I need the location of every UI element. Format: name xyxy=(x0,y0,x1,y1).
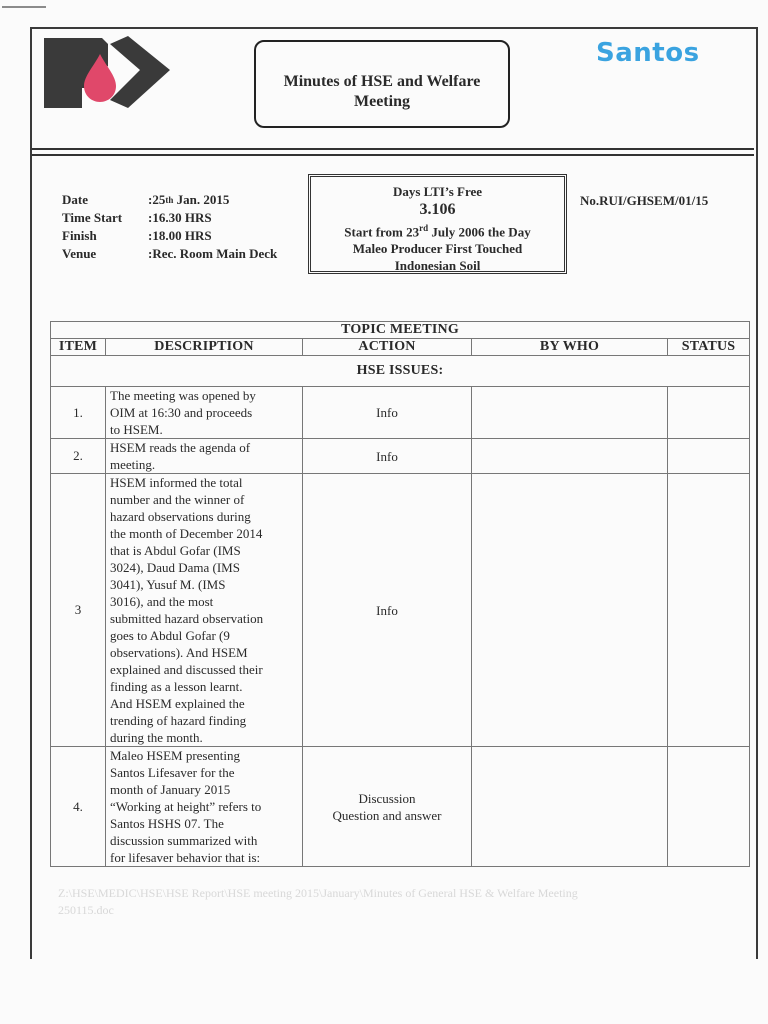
description-line: number and the winner of xyxy=(110,492,245,507)
col-header-action: ACTION xyxy=(303,339,472,356)
item-by-who xyxy=(472,474,668,747)
lti-start-post: July 2006 the Day xyxy=(428,224,531,240)
finish-label: Finish xyxy=(62,228,97,243)
scan-corner-mark xyxy=(2,6,46,8)
table-row xyxy=(51,387,750,439)
meeting-info xyxy=(62,191,277,263)
description-line: hazard observations during xyxy=(110,509,251,524)
lti-start-suffix: rd xyxy=(419,223,429,233)
col-header-by-who: BY WHO xyxy=(472,339,668,356)
section-row xyxy=(51,356,750,387)
col-header-item: ITEM xyxy=(51,339,106,356)
item-number: 1. xyxy=(51,387,106,439)
item-number: 3 xyxy=(51,474,106,747)
lti-count: 3.106 xyxy=(419,201,456,218)
finish-value: 18.00 HRS xyxy=(152,228,212,243)
table-row xyxy=(51,747,750,867)
description-line: Santos HSHS 07. The xyxy=(110,816,224,831)
time-start-label: Time Start xyxy=(62,210,123,225)
description-line: 3024), Daud Dama (IMS xyxy=(110,560,240,575)
item-action: Info xyxy=(303,387,472,439)
description-line: during the month. xyxy=(110,730,203,745)
item-description xyxy=(106,387,303,439)
description-line: to HSEM. xyxy=(110,422,163,437)
document-title-line1: Minutes of HSE and Welfare xyxy=(283,73,481,90)
item-number: 4. xyxy=(51,747,106,867)
table-row xyxy=(51,439,750,474)
topic-header-row xyxy=(51,322,750,339)
lti-start-pre: Start from 23 xyxy=(344,224,420,240)
description-line: goes to Abdul Gofar (9 xyxy=(110,628,230,643)
description-line: And HSEM explained the xyxy=(110,696,245,711)
description-line: submitted hazard observation xyxy=(110,611,264,626)
item-action: Info xyxy=(303,474,472,747)
time-start-row xyxy=(62,209,277,227)
description-line: explained and discussed their xyxy=(110,662,263,677)
file-path-line1: Z:\HSE\MEDIC\HSE\HSE Report\HSE meeting 2015\January\Minutes of General HSE & Welfare Meeting xyxy=(58,886,578,900)
description-line: 3016), and the most xyxy=(110,594,214,609)
item-by-who xyxy=(472,439,668,474)
item-status xyxy=(668,387,750,439)
item-description xyxy=(106,439,303,474)
lti-line3: Indonesian Soil xyxy=(394,258,481,274)
header-rule-top xyxy=(32,148,754,150)
lti-line2: Maleo Producer First Touched xyxy=(352,241,523,257)
description-line: for lifesaver behavior that is: xyxy=(110,850,261,865)
date-row xyxy=(62,191,277,209)
description-line: discussion summarized with xyxy=(110,833,258,848)
item-description xyxy=(106,474,303,747)
lti-free-box xyxy=(308,174,567,274)
minutes-table xyxy=(50,321,750,867)
item-by-who xyxy=(472,747,668,867)
description-line: month of January 2015 xyxy=(110,782,231,797)
document-number: No.RUI/GHSEM/01/15 xyxy=(580,193,709,208)
venue-row xyxy=(62,245,277,263)
date-suffix: th xyxy=(165,195,174,205)
description-line: that is Abdul Gofar (IMS xyxy=(110,543,241,558)
action-line: Discussion xyxy=(358,790,416,806)
item-by-who xyxy=(472,387,668,439)
description-line: “Working at height” refers to xyxy=(110,799,262,814)
section-heading: HSE ISSUES: xyxy=(51,356,750,387)
header-rule-bottom xyxy=(32,154,754,156)
time-start-separator: : xyxy=(148,210,153,225)
date-label: Date xyxy=(62,192,88,207)
item-number: 2. xyxy=(51,439,106,474)
venue-label: Venue xyxy=(62,246,97,261)
description-line: 3041), Yusuf M. (IMS xyxy=(110,577,226,592)
venue-value: Rec. Room Main Deck xyxy=(152,246,278,261)
item-status xyxy=(668,474,750,747)
description-line: the month of December 2014 xyxy=(110,526,263,541)
description-line: trending of hazard finding xyxy=(110,713,247,728)
lti-title: Days LTI’s Free xyxy=(392,184,483,199)
date-separator: : xyxy=(148,192,153,207)
file-path-line2: 250115.doc xyxy=(58,903,114,917)
description-line: observations). And HSEM xyxy=(110,645,248,660)
date-day: 25 xyxy=(152,192,166,207)
time-start-value: 16.30 HRS xyxy=(152,210,212,225)
item-status xyxy=(668,439,750,474)
date-rest: Jan. 2015 xyxy=(173,192,230,207)
col-header-status: STATUS xyxy=(668,339,750,356)
file-path-footer xyxy=(58,885,738,919)
item-description xyxy=(106,747,303,867)
action-line: Question and answer xyxy=(332,807,442,823)
description-line: finding as a lesson learnt. xyxy=(110,679,243,694)
description-line: OIM at 16:30 and proceeds xyxy=(110,405,253,420)
finish-row xyxy=(62,227,277,245)
lti-start-line xyxy=(311,220,564,240)
column-header-row xyxy=(51,339,750,356)
document-title-line2: Meeting xyxy=(354,93,410,110)
item-action: Info xyxy=(303,439,472,474)
description-line: HSEM reads the agenda of xyxy=(110,440,251,455)
item-status xyxy=(668,747,750,867)
company-logo xyxy=(44,36,170,108)
col-header-description: DESCRIPTION xyxy=(106,339,303,356)
description-line: Santos Lifesaver for the xyxy=(110,765,235,780)
description-line: Maleo HSEM presenting xyxy=(110,748,240,763)
venue-separator: : xyxy=(148,246,153,261)
description-line: The meeting was opened by xyxy=(110,388,256,403)
item-action xyxy=(303,747,472,867)
finish-separator: : xyxy=(148,228,153,243)
description-line: HSEM informed the total xyxy=(110,475,243,490)
brand-logo-text: Santos xyxy=(596,38,700,68)
description-line: meeting. xyxy=(110,457,156,472)
table-row xyxy=(51,474,750,747)
topic-header: TOPIC MEETING xyxy=(51,322,750,339)
document-title-box xyxy=(254,40,510,128)
